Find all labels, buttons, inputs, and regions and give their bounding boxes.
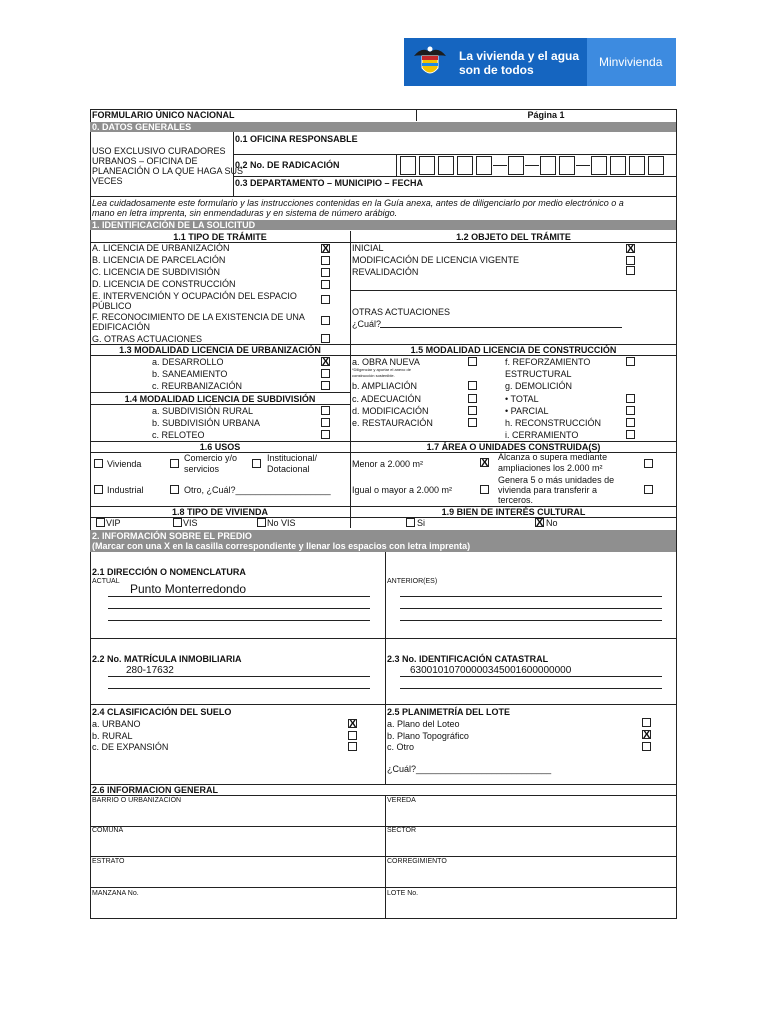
con-h-label: h. RECONSTRUCCIÓN: [505, 418, 602, 428]
area-menor-label: Menor a 2.000 m²: [352, 459, 424, 469]
plan-a-label: a. Plano del Loteo: [387, 719, 460, 729]
area-genera-label-3: terceros.: [498, 495, 534, 505]
tipo-f-label-1: F. RECONOCIMIENTO DE LA EXISTENCIA DE UNA: [92, 312, 305, 322]
logo-tagline-1: La vivienda y el agua: [459, 49, 580, 63]
con-c-label: c. ADECUACIÓN: [352, 394, 422, 404]
objeto-inicial-label: INICIAL: [352, 243, 384, 253]
radicacion-box[interactable]: [438, 156, 454, 175]
instructions-line-1: Lea cuidadosamente este formulario y las instrucciones contenidas en la Guía anexa, antes de diligenciarlo por medio electrónico o a: [92, 198, 624, 208]
vivienda-novis-label: No VIS: [267, 518, 296, 528]
sub-b-label: b. SUBDIVISIÓN URBANA: [152, 418, 261, 428]
area-mayor-checkbox[interactable]: [480, 485, 489, 494]
section-2-subtitle: (Marcar con una X en la casilla correspondiente y llenar los espacios con letra imprenta): [92, 541, 471, 551]
con-d-label: d. MODIFICACIÓN: [352, 406, 429, 416]
con-d-checkbox[interactable]: [468, 406, 477, 415]
usos-title: 1.6 USOS: [199, 442, 241, 452]
sub-a-label: a. SUBDIVISIÓN RURAL: [152, 406, 254, 416]
vereda-label: VEREDA: [387, 797, 416, 804]
area-mayor-label: Igual o mayor a 2.000 m²: [352, 485, 453, 495]
oficina-responsable-label: 0.1 OFICINA RESPONSABLE: [235, 134, 358, 144]
clas-b-checkbox[interactable]: [348, 731, 357, 740]
matricula-value[interactable]: 280-17632: [126, 665, 174, 676]
logo-brand-panel: [587, 38, 676, 86]
con-i-label: i. CERRAMIENTO: [505, 430, 579, 440]
bic-title: 1.9 BIEN DE INTERÉS CULTURAL: [441, 507, 586, 517]
objeto-inicial-checkbox[interactable]: X: [627, 244, 635, 253]
con-f-label-1: f. REFORZAMIENTO: [505, 357, 591, 367]
sub-b-checkbox[interactable]: [321, 418, 330, 427]
planimetria-title: 2.5 PLANIMETRÍA DEL LOTE: [387, 707, 511, 717]
catastral-value[interactable]: 63001010700000345001600000000: [410, 665, 572, 676]
construccion-title: 1.5 MODALIDAD LICENCIA DE CONSTRUCCIÓN: [410, 345, 617, 355]
urb-c-checkbox[interactable]: [321, 381, 330, 390]
sub-c-label: c. RELOTEO: [152, 430, 205, 440]
uso-exclusivo-2: URBANOS – OFICINA DE: [92, 156, 198, 166]
objeto-tramite-title: 1.2 OBJETO DEL TRÁMITE: [456, 232, 571, 242]
uso-exclusivo-1: USO EXCLUSIVO CURADORES: [92, 146, 226, 156]
bic-si-checkbox[interactable]: [406, 518, 415, 527]
clas-b-label: b. RURAL: [92, 731, 133, 741]
area-genera-label-1: Genera 5 o más unidades de: [498, 475, 615, 485]
direccion-actual-value[interactable]: Punto Monterredondo: [130, 582, 247, 596]
informacion-general-title: 2.6 INFORMACION GENERAL: [92, 785, 219, 795]
con-a-checkbox[interactable]: [468, 357, 477, 366]
lote-label: LOTE No.: [387, 890, 419, 897]
radicacion-box[interactable]: [508, 156, 524, 175]
coat-of-arms-icon: [410, 42, 450, 82]
uso-otro-label: Otro, ¿Cuál?___________________: [184, 485, 331, 495]
uso-vivienda-checkbox[interactable]: [94, 459, 103, 468]
con-c-checkbox[interactable]: [468, 394, 477, 403]
con-a-note-1: *Diligenciar y aportar el anexo de: [352, 367, 411, 372]
uso-institucional-label-1: Institucional/: [267, 453, 318, 463]
section-2-header: [90, 530, 676, 552]
tipo-b-label: B. LICENCIA DE PARCELACIÓN: [92, 255, 226, 265]
area-title: 1.7 ÁREA O UNIDADES CONSTRUIDA(S): [426, 442, 601, 452]
plan-a-checkbox[interactable]: [642, 718, 651, 727]
con-e-checkbox[interactable]: [468, 418, 477, 427]
area-alcanza-checkbox[interactable]: [644, 459, 653, 468]
tipo-d-checkbox[interactable]: [321, 280, 330, 289]
vivienda-novis-checkbox[interactable]: [257, 518, 266, 527]
radicacion-box[interactable]: [457, 156, 473, 175]
area-menor-checkbox[interactable]: X: [481, 458, 489, 467]
uso-industrial-label: Industrial: [107, 485, 144, 495]
vivienda-vip-checkbox[interactable]: [96, 518, 105, 527]
logo-brand: Minvivienda: [599, 55, 663, 69]
section-2-title: 2. INFORMACIÓN SOBRE EL PREDIO: [92, 531, 252, 541]
section-1-title: 1. IDENTIFICACIÓN DE LA SOLICITUD: [90, 220, 676, 230]
uso-comercio-label-1: Comercio y/o: [184, 453, 238, 463]
direccion-title: 2.1 DIRECCIÓN O NOMENCLATURA: [92, 567, 246, 577]
vivienda-vis-label: VIS: [183, 518, 198, 528]
area-genera-checkbox[interactable]: [644, 485, 653, 494]
logo-tagline-2: son de todos: [459, 63, 534, 77]
uso-exclusivo-3: PLANEACIÓN O LA QUE HAGA SUS: [92, 166, 244, 176]
clas-c-checkbox[interactable]: [348, 742, 357, 751]
con-i-checkbox[interactable]: [626, 430, 635, 439]
con-a-label: a. OBRA NUEVA: [352, 357, 420, 367]
vivienda-title: 1.8 TIPO DE VIVIENDA: [171, 507, 269, 517]
radicacion-box[interactable]: [610, 156, 626, 175]
subdivision-title: 1.4 MODALIDAD LICENCIA DE SUBDIVISIÓN: [124, 394, 316, 404]
uso-exclusivo-4: VECES: [92, 176, 123, 186]
tipo-f-checkbox[interactable]: [321, 316, 330, 325]
radicacion-box[interactable]: [591, 156, 607, 175]
uso-otro-checkbox[interactable]: [170, 485, 179, 494]
con-b-label: b. AMPLIACIÓN: [352, 381, 418, 391]
tipo-b-checkbox[interactable]: [321, 256, 330, 265]
section-0-title: 0. DATOS GENERALES: [90, 122, 676, 132]
catastral-title: 2.3 No. IDENTIFICACIÓN CATASTRAL: [387, 654, 549, 664]
bic-si-label: Si: [417, 518, 426, 528]
uso-comercio-checkbox[interactable]: [170, 459, 179, 468]
instructions-line-2: mano en letra imprenta, sin enmendaduras y en sistema de número arábigo.: [92, 208, 398, 218]
corregimiento-label: CORREGIMIENTO: [387, 858, 447, 865]
radicacion-label: 0.2 No. DE RADICACIÓN: [235, 160, 340, 170]
urb-a-checkbox[interactable]: X: [322, 357, 330, 366]
vivienda-vis-checkbox[interactable]: [173, 518, 182, 527]
departamento-label: 0.3 DEPARTAMENTO – MUNICIPIO – FECHA: [235, 178, 424, 188]
area-alcanza-label-1: Alcanza o supera mediante: [498, 452, 608, 462]
clas-a-checkbox[interactable]: X: [349, 719, 357, 728]
sub-a-checkbox[interactable]: [321, 406, 330, 415]
con-parcial-checkbox[interactable]: [626, 406, 635, 415]
sector-label: SECTOR: [387, 827, 417, 834]
tipo-e-checkbox[interactable]: [321, 295, 330, 304]
urb-c-label: c. REURBANIZACIÓN: [152, 381, 243, 391]
radicacion-box[interactable]: [400, 156, 416, 175]
objeto-modificacion-label: MODIFICACIÓN DE LICENCIA VIGENTE: [352, 255, 520, 265]
clasificacion-title: 2.4 CLASIFICACIÓN DEL SUELO: [92, 707, 232, 717]
tipo-f-label-2: EDIFICACIÓN: [92, 322, 151, 332]
plan-b-label: b. Plano Topográfico: [387, 731, 469, 741]
tipo-a-label: A. LICENCIA DE URBANIZACIÓN: [92, 243, 230, 253]
tipo-tramite-title: 1.1 TIPO DE TRÁMITE: [173, 232, 267, 242]
radicacion-box[interactable]: [540, 156, 556, 175]
matricula-title: 2.2 No. MATRÍCULA INMOBILIARIA: [92, 654, 242, 664]
objeto-modificacion-checkbox[interactable]: [626, 256, 635, 265]
radicacion-box[interactable]: [559, 156, 575, 175]
actual-label: ACTUAL: [92, 578, 120, 585]
estrato-label: ESTRATO: [92, 858, 125, 865]
area-genera-label-2: vivienda para transferir a: [498, 485, 598, 495]
radicacion-box[interactable]: [476, 156, 492, 175]
uso-industrial-checkbox[interactable]: [94, 485, 103, 494]
con-e-label: e. RESTAURACIÓN: [352, 418, 433, 428]
bic-no-label: No: [546, 518, 558, 528]
area-alcanza-label-2: ampliaciones los 2.000 m²: [498, 463, 603, 473]
con-a-note-2: construcción sostenible.: [352, 373, 395, 378]
urbanizacion-title: 1.3 MODALIDAD LICENCIA DE URBANIZACIÓN: [119, 345, 321, 355]
uso-institucional-label-2: Dotacional: [267, 464, 310, 474]
clas-a-label: a. URBANO: [92, 719, 141, 729]
plan-b-checkbox[interactable]: X: [643, 730, 651, 739]
uso-vivienda-label: Vivienda: [107, 459, 142, 469]
barrio-label: BARRIO O URBANIZACIÓN: [92, 797, 182, 804]
con-parcial-label: • PARCIAL: [505, 406, 549, 416]
objeto-revalidacion-label: REVALIDACIÓN: [352, 267, 419, 277]
plan-cual-label: ¿Cuál?___________________________: [387, 764, 552, 774]
tipo-g-checkbox[interactable]: [321, 334, 330, 343]
tipo-e-label-1: E. INTERVENCIÓN Y OCUPACIÓN DEL ESPACIO: [92, 291, 297, 301]
minvivienda-logo: [404, 38, 676, 86]
radicacion-box[interactable]: [629, 156, 645, 175]
sub-c-checkbox[interactable]: [321, 430, 330, 439]
uso-comercio-label-2: servicios: [184, 464, 220, 474]
con-f-checkbox[interactable]: [626, 357, 635, 366]
urb-b-label: b. SANEAMIENTO: [152, 369, 228, 379]
tipo-c-label: C. LICENCIA DE SUBDIVISIÓN: [92, 267, 221, 277]
plan-c-label: c. Otro: [387, 742, 415, 752]
con-b-checkbox[interactable]: [468, 381, 477, 390]
anterior-label: ANTERIOR(ES): [387, 578, 438, 585]
plan-c-checkbox[interactable]: [642, 742, 651, 751]
page-number: Página 1: [527, 110, 565, 120]
form-title: FORMULARIO ÚNICO NACIONAL: [92, 110, 235, 120]
tipo-g-label: G. OTRAS ACTUACIONES: [92, 334, 203, 344]
otras-cual-label: ¿Cuál?: [352, 319, 382, 329]
otras-cual-line[interactable]: [380, 327, 622, 328]
bic-no-checkbox[interactable]: X: [536, 518, 544, 527]
tipo-c-checkbox[interactable]: [321, 268, 330, 277]
con-g-label: g. DEMOLICIÓN: [505, 381, 573, 391]
vivienda-vip-label: VIP: [106, 518, 121, 528]
con-total-label: • TOTAL: [505, 394, 539, 404]
con-h-checkbox[interactable]: [626, 418, 635, 427]
uso-institucional-checkbox[interactable]: [252, 459, 261, 468]
urb-b-checkbox[interactable]: [321, 369, 330, 378]
radicacion-box[interactable]: [648, 156, 664, 175]
tipo-d-label: D. LICENCIA DE CONSTRUCCIÓN: [92, 279, 236, 289]
tipo-a-checkbox[interactable]: X: [322, 244, 330, 253]
con-f-label-2: ESTRUCTURAL: [505, 369, 572, 379]
tipo-e-label-2: PÚBLICO: [92, 301, 132, 311]
objeto-revalidacion-checkbox[interactable]: [626, 266, 635, 275]
clas-c-label: c. DE EXPANSIÓN: [92, 742, 169, 752]
radicacion-box[interactable]: [419, 156, 435, 175]
con-total-checkbox[interactable]: [626, 394, 635, 403]
otras-actuaciones-label: OTRAS ACTUACIONES: [352, 307, 451, 317]
manzana-label: MANZANA No.: [92, 890, 139, 897]
comuna-label: COMUNA: [92, 827, 124, 834]
urb-a-label: a. DESARROLLO: [152, 357, 224, 367]
